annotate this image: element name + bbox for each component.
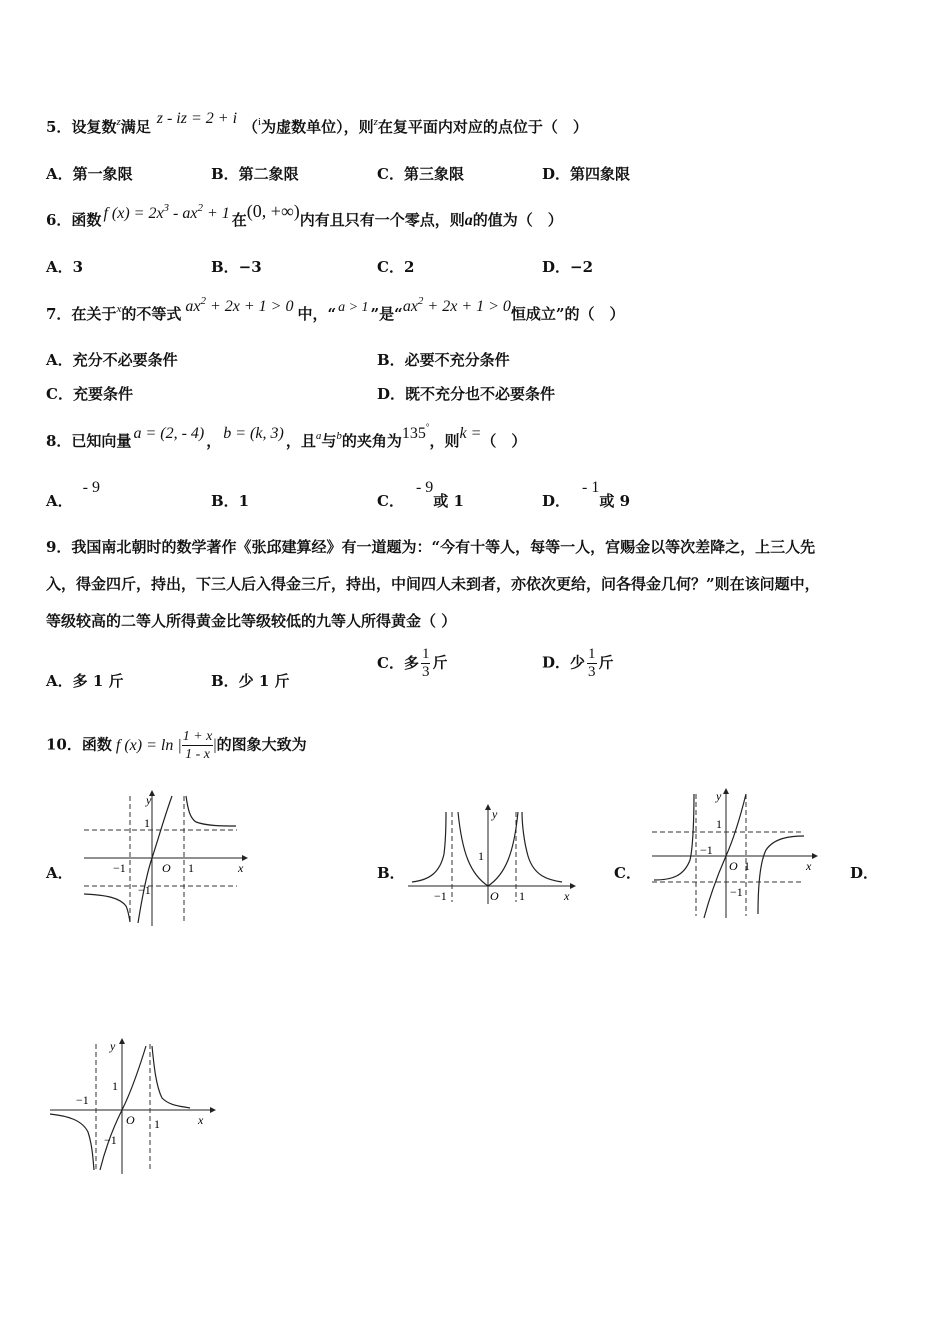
label-x: x xyxy=(238,861,244,875)
q10-option-b-label: B． xyxy=(377,864,405,882)
q7-inequality xyxy=(185,295,294,315)
curve-right xyxy=(758,836,804,914)
q5-text: 在复平面内对应的点位于（ ） xyxy=(377,118,588,136)
fraction-numerator: 1 xyxy=(588,646,596,662)
graph-a xyxy=(82,788,254,928)
label-y-neg-one: −1 xyxy=(104,1133,117,1147)
q8-text: （ ） xyxy=(481,432,527,450)
q6-option-c: C．2 xyxy=(377,258,415,276)
q8-option-b: B．1 xyxy=(211,492,250,510)
label-x-one: 1 xyxy=(154,1117,160,1131)
label-y: y xyxy=(146,793,152,807)
var-a: a xyxy=(464,212,473,229)
q6-number: 6．函数 xyxy=(46,211,102,229)
x-axis-arrow xyxy=(210,1107,216,1113)
q10-option-a-label: A． xyxy=(46,864,73,882)
ineq-part: ax xyxy=(185,298,201,315)
option-label: A． xyxy=(46,492,73,510)
q8-text: ，则 xyxy=(429,432,460,450)
option-label: D．少 xyxy=(542,653,586,672)
label-x-one: 1 xyxy=(744,859,750,873)
y-axis-arrow xyxy=(485,804,491,810)
q9-option-c xyxy=(377,646,447,681)
q10-number: 10．函数 xyxy=(46,735,112,754)
q5-option-b: B．第二象限 xyxy=(211,165,299,183)
q6-option-a: A．3 xyxy=(46,258,84,276)
option-unit: 斤 xyxy=(598,653,614,672)
label-y-one: 1 xyxy=(716,817,722,831)
y-axis-arrow xyxy=(723,788,729,794)
q7-number: 7．在关于 xyxy=(46,305,117,323)
exponent: 2 xyxy=(417,295,424,307)
fraction-one-third xyxy=(587,646,597,681)
q7-inequality-2 xyxy=(402,295,511,315)
vector-a: a = (2, - 4) xyxy=(133,425,205,442)
option-unit: 斤 xyxy=(432,653,448,672)
curve-right xyxy=(522,812,562,882)
ineq-part: ax xyxy=(402,298,418,315)
angle: 135 xyxy=(401,425,426,442)
option-value: - 9 xyxy=(415,479,434,496)
q6-text: 在 xyxy=(231,211,247,229)
func-part: f (x) = 2x xyxy=(103,205,164,222)
paren: （ xyxy=(243,118,259,136)
ineq-part: + 2x + 1 > 0 xyxy=(423,298,511,315)
q5-text: 满足 xyxy=(120,118,151,136)
question-6 xyxy=(46,201,563,230)
label-y-one: 1 xyxy=(478,849,484,863)
q5-option-c: C．第三象限 xyxy=(377,165,464,183)
fraction-one-third xyxy=(421,646,431,681)
label-x-neg-one: −1 xyxy=(76,1093,89,1107)
var-z: z xyxy=(373,116,378,128)
label-x: x xyxy=(564,889,570,903)
option-suffix: 或 1 xyxy=(433,492,464,510)
vector-b: b = (k, 3) xyxy=(223,425,284,442)
fraction-denominator: 1 - x xyxy=(185,747,210,762)
func-left: f (x) = ln | xyxy=(115,736,182,754)
curve-left xyxy=(654,794,694,880)
q8-option-a xyxy=(46,476,100,510)
func-part: - ax xyxy=(169,205,198,222)
graph-b xyxy=(404,802,580,906)
fraction-denominator: 3 xyxy=(588,664,596,680)
q6-function xyxy=(103,202,230,222)
option-label: C． xyxy=(377,492,404,510)
q6-interval: (0, +∞) xyxy=(246,201,300,221)
q5-option-a: A．第一象限 xyxy=(46,165,133,183)
q7-option-b: B．必要不充分条件 xyxy=(377,351,510,369)
label-x-one: 1 xyxy=(188,861,194,875)
q5-text: 设复数 xyxy=(71,118,117,136)
option-value: - 9 xyxy=(82,479,100,496)
label-x-neg-one: −1 xyxy=(434,889,447,903)
var-a: a xyxy=(315,430,322,442)
func-right: | xyxy=(213,736,217,754)
q6-option-b: B．−3 xyxy=(211,258,262,276)
q6-text: 内有且只有一个零点，则 xyxy=(299,211,465,229)
q9-option-d xyxy=(542,646,614,681)
q7-option-c: C．充要条件 xyxy=(46,385,133,403)
fraction-numerator: 1 xyxy=(421,646,430,662)
label-x-one: 1 xyxy=(519,889,525,903)
label-x: x xyxy=(806,859,812,873)
func-part: + 1 xyxy=(202,205,230,222)
q7-text: ”是“ xyxy=(370,305,403,323)
var-i: i xyxy=(258,116,262,128)
q5-text: 为虚数单位），则 xyxy=(261,118,374,136)
label-x-neg-one: −1 xyxy=(700,843,713,857)
var-b: b xyxy=(336,430,342,442)
fraction-denominator: 3 xyxy=(421,664,430,680)
label-y-neg-one: −1 xyxy=(730,885,743,899)
curve-right xyxy=(186,796,236,826)
label-y: y xyxy=(492,807,498,821)
option-label: C．多 xyxy=(377,653,419,672)
curve-middle xyxy=(100,1046,146,1170)
label-y-one: 1 xyxy=(112,1079,118,1093)
label-x-neg-one: −1 xyxy=(113,861,126,875)
comma: ， xyxy=(206,432,222,450)
graph-c xyxy=(650,786,822,920)
label-y: y xyxy=(716,789,722,803)
label-y: y xyxy=(110,1039,116,1053)
curve-right xyxy=(152,1046,190,1108)
label-origin: O xyxy=(126,1113,135,1127)
degree-sign: ° xyxy=(425,422,430,432)
var-x: x xyxy=(116,303,122,315)
q5-equation: z - iz = 2 + i xyxy=(156,110,238,127)
label-origin: O xyxy=(490,889,499,903)
label-y-neg-one: −1 xyxy=(138,883,151,897)
q8-text: ，且 xyxy=(285,432,316,450)
q8-option-d xyxy=(542,476,631,510)
exponent: 2 xyxy=(200,295,206,307)
option-label: D． xyxy=(542,492,571,510)
fraction-numerator: 1 + x xyxy=(182,729,213,744)
y-axis-arrow xyxy=(119,1038,125,1044)
exponent: 2 xyxy=(197,202,203,214)
q8-text: 与 xyxy=(321,432,337,450)
q7-condition: a > 1 xyxy=(338,300,369,315)
q6-text: 的值为（ ） xyxy=(472,211,563,229)
question-8 xyxy=(46,422,527,451)
option-value: - 1 xyxy=(582,479,600,496)
q7-text: 中，“ xyxy=(297,305,337,323)
exponent: 3 xyxy=(163,202,170,214)
q8-number: 8．已知向量 xyxy=(46,432,132,450)
q9-line-3: 等级较高的二等人所得黄金比等级较低的九等人所得黄金（ ） xyxy=(46,612,457,630)
q9-option-b: B．少 1 斤 xyxy=(211,672,290,690)
option-suffix: 或 9 xyxy=(599,492,631,510)
label-origin: O xyxy=(162,861,171,875)
q6-option-d: D．−2 xyxy=(542,258,594,276)
q8-option-c xyxy=(377,476,464,510)
label-origin: O xyxy=(729,859,738,873)
var-z: z xyxy=(116,116,121,128)
q8-text: 的夹角为 xyxy=(341,432,402,450)
ineq-part: + 2x + 1 > 0 xyxy=(205,298,294,315)
curve-left xyxy=(84,894,130,922)
graph-d xyxy=(46,1036,222,1176)
q7-text: 恒成立”的（ ） xyxy=(510,305,625,323)
q7-option-d: D．既不充分也不必要条件 xyxy=(377,385,556,403)
question-10 xyxy=(46,728,307,763)
q10-option-d-label: D． xyxy=(850,864,879,882)
question-7 xyxy=(46,295,625,324)
k-equals: k = xyxy=(459,425,482,442)
curve-left xyxy=(412,812,446,882)
q9-line-1: 9．我国南北朝时的数学著作《张邱建算经》有一道题为：“今有十等人，每等一人，宫赐金以等次差降之，上三人先 xyxy=(46,538,816,556)
q9-line-2: 入，得金四斤，持出，下三人后入得金三斤，持出，中间四人未到者，亦依次更给，问各得金几何？”则在该问题中， xyxy=(46,575,820,593)
q9-option-a: A．多 1 斤 xyxy=(46,672,124,690)
curve-left xyxy=(50,1114,94,1170)
label-y-one: 1 xyxy=(144,816,150,830)
question-5 xyxy=(46,110,588,137)
q10-option-c-label: C． xyxy=(614,864,641,882)
q5-number: 5． xyxy=(46,118,72,136)
q5-option-d: D．第四象限 xyxy=(542,165,631,183)
x-axis-arrow xyxy=(812,853,818,859)
q7-text: 的不等式 xyxy=(121,305,182,323)
q10-text: 的图象大致为 xyxy=(216,735,307,754)
x-axis-arrow xyxy=(570,883,576,889)
fraction xyxy=(182,728,217,763)
q7-option-a: A．充分不必要条件 xyxy=(46,351,178,369)
label-x: x xyxy=(198,1113,204,1127)
